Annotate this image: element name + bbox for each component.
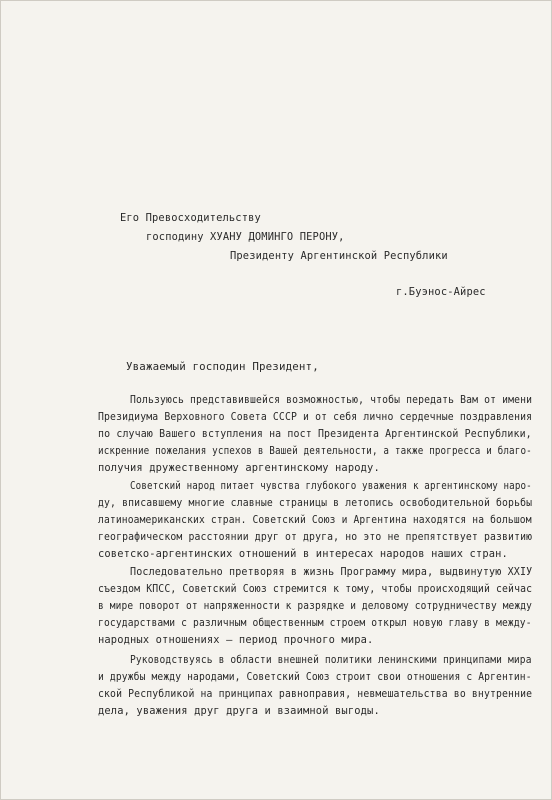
paragraph-1-line: Президиума Верховного Совета СССР и от себя лично сердечные поздравления <box>98 411 533 423</box>
paragraph-2-line: Советский народ питает чувства глубокого уважения к аргентинскому наро- <box>130 480 532 492</box>
address-line-1: Его Превосходительству <box>120 212 261 224</box>
paragraph-4-line: ской Республикой на принципах равноправия, невмешательства во внутренние <box>98 688 533 700</box>
address-line-2: господину ХУАНУ ДОМИНГО ПЕРОНУ, <box>146 231 345 243</box>
paragraph-3-line: государствами с различным общественным строем открыл новую главу в между- <box>98 617 532 629</box>
address-line-3: Президенту Аргентинской Республики <box>230 250 448 262</box>
paragraph-4-line: и дружбы между народами, Советский Союз строит свои отношения с Аргентин- <box>98 671 532 683</box>
paragraph-2-line: латиноамериканских стран. Советский Союз и Аргентина находятся на большом <box>98 514 532 526</box>
paragraph-2-line: советско-аргентинских отношений в интересах народов наших стран. <box>98 548 508 560</box>
paragraph-1-line: искренние пожелания успехов в Вашей деятельности, а также прогресса и благо- <box>98 445 532 457</box>
paragraph-1-line: получия дружественному аргентинскому народу. <box>98 462 380 474</box>
paragraph-3-line: Последовательно претворяя в жизнь Программу мира, выдвинутую XXIУ <box>130 566 533 578</box>
paragraph-4-line: Руководствуясь в области внешней политики ленинскими принципами мира <box>130 654 532 666</box>
paragraph-3-line: в мире поворот от напряженности к разрядке и деловому сотрудничеству между <box>98 600 533 612</box>
address-city: г.Буэнос-Айрес <box>396 286 486 298</box>
paragraph-3-line: народных отношениях – период прочного мира. <box>98 634 374 646</box>
paragraph-4-line: дела, уважения друг друга и взаимной выгоды. <box>98 705 380 717</box>
paragraph-1-line: Пользуюсь представившейся возможностью, чтобы передать Вам от имени <box>130 394 533 406</box>
paragraph-2-line: географическом расстоянии друг от друга, но это не препятствует развитию <box>98 531 533 543</box>
paragraph-2-line: ду, вписавшему многие славные страницы в летопись освободительной борьбы <box>98 497 533 509</box>
paragraph-1-line: по случаю Вашего вступления на пост Президента Аргентинской Республики, <box>98 428 532 440</box>
salutation: Уважаемый господин Президент, <box>126 360 319 373</box>
paragraph-3-line: съездом КПСС, Советский Союз стремится к тому, чтобы происходящий сейчас <box>98 583 533 595</box>
